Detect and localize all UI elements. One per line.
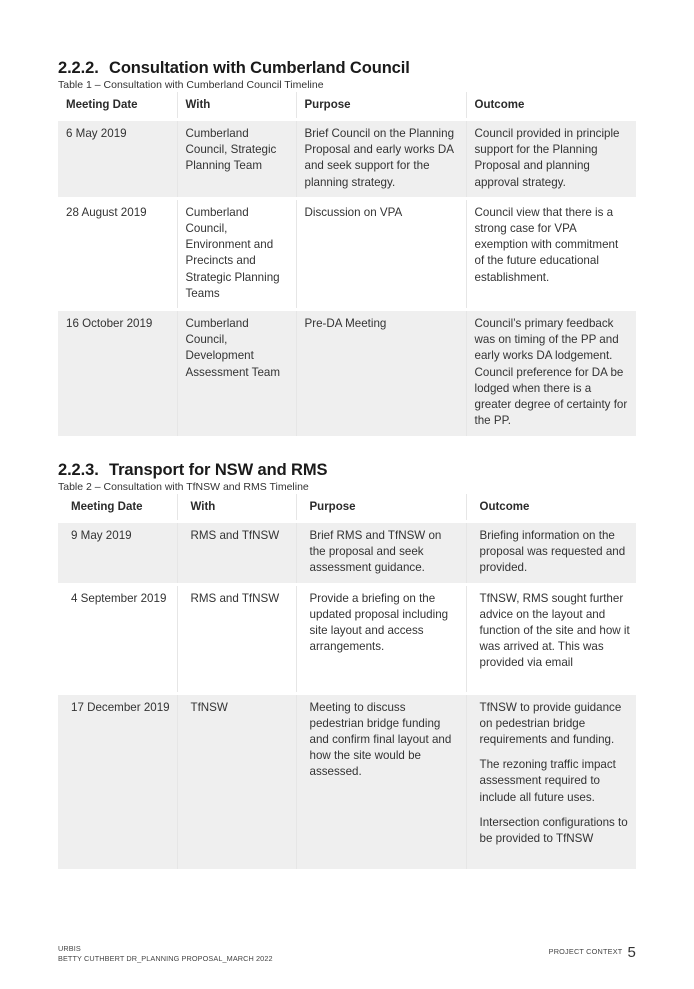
column-header: Outcome bbox=[466, 494, 636, 522]
table-cell: 9 May 2019 bbox=[58, 522, 177, 585]
table-cell: Council view that there is a strong case for VPA exemption with commitment of the future educational establishment. bbox=[466, 198, 636, 309]
footer-section-info bbox=[549, 944, 636, 961]
table-row bbox=[58, 522, 636, 585]
cell-paragraph: The rezoning traffic impact assessment required to include all future uses. bbox=[479, 758, 616, 804]
table-cell: TfNSW, RMS sought further advice on the layout and function of the site and how it was arrived at. This was provided via email bbox=[466, 584, 636, 693]
section-heading bbox=[58, 58, 636, 78]
table-row bbox=[58, 584, 636, 693]
section-heading bbox=[58, 460, 636, 480]
page-number: 5 bbox=[627, 944, 636, 961]
table-cell: Council’s primary feedback was on timing of the PP and early works DA lodgement. Council preference for DA be lodged when there is a greater degree of certainty for the PP. bbox=[466, 310, 636, 436]
footer-doc-title: BETTY CUTHBERT DR_PLANNING PROPOSAL_MARCH 2022 bbox=[58, 954, 273, 963]
consultation-table-transport bbox=[58, 494, 636, 869]
table-cell: Meeting to discuss pedestrian bridge funding and confirm final layout and how the site would be assessed. bbox=[296, 693, 466, 869]
table-cell: RMS and TfNSW bbox=[177, 522, 296, 585]
table-row bbox=[58, 120, 636, 199]
column-header: Outcome bbox=[466, 92, 636, 120]
table-row bbox=[58, 198, 636, 309]
cell-paragraph: Intersection configurations to be provided to TfNSW bbox=[479, 815, 628, 846]
table-cell: 28 August 2019 bbox=[58, 198, 177, 309]
section-title: Transport for NSW and RMS bbox=[109, 461, 328, 479]
table-cell: Cumberland Council, Strategic Planning Team bbox=[177, 120, 296, 199]
table-cell: 17 December 2019 bbox=[58, 693, 177, 869]
table-cell: RMS and TfNSW bbox=[177, 584, 296, 693]
section-cumberland-council bbox=[58, 58, 636, 436]
table-cell: Council provided in principle support for the Planning Proposal and planning approval strategy. bbox=[466, 120, 636, 199]
table-caption: Table 1 – Consultation with Cumberland Council Timeline bbox=[58, 79, 324, 91]
table-cell: 6 May 2019 bbox=[58, 120, 177, 199]
section-transport-nsw bbox=[58, 460, 636, 869]
table-header-row bbox=[58, 92, 636, 120]
table-cell: TfNSW bbox=[177, 693, 296, 869]
column-header: With bbox=[177, 92, 296, 120]
section-number: 2.2.3. bbox=[58, 461, 99, 479]
cell-paragraph: TfNSW to provide guidance on pedestrian bridge requirements and funding. bbox=[479, 700, 622, 747]
footer-org: URBIS bbox=[58, 944, 81, 953]
table-cell: Cumberland Council, Environment and Precincts and Strategic Planning Teams bbox=[177, 198, 296, 309]
table-cell: Briefing information on the proposal was requested and provided. bbox=[466, 522, 636, 585]
table-cell: Provide a briefing on the updated proposal including site layout and access arrangements. bbox=[296, 584, 466, 693]
table-cell: Cumberland Council, Development Assessment Team bbox=[177, 310, 296, 436]
column-header: Meeting Date bbox=[58, 494, 177, 522]
column-header: Purpose bbox=[296, 494, 466, 522]
table-cell bbox=[466, 693, 636, 869]
table-cell: Brief Council on the Planning Proposal and early works DA and seek support for the planning strategy. bbox=[296, 120, 466, 199]
consultation-table-council bbox=[58, 92, 636, 436]
table-cell: Pre-DA Meeting bbox=[296, 310, 466, 436]
section-title: Consultation with Cumberland Council bbox=[109, 59, 410, 77]
column-header: Purpose bbox=[296, 92, 466, 120]
column-header: Meeting Date bbox=[58, 92, 177, 120]
footer-document-info bbox=[58, 944, 273, 964]
column-header: With bbox=[177, 494, 296, 522]
table-cell: 16 October 2019 bbox=[58, 310, 177, 436]
table-row bbox=[58, 310, 636, 436]
table-header-row bbox=[58, 494, 636, 522]
table-cell: 4 September 2019 bbox=[58, 584, 177, 693]
table-cell: Discussion on VPA bbox=[296, 198, 466, 309]
section-number: 2.2.2. bbox=[58, 59, 99, 77]
table-caption: Table 2 – Consultation with TfNSW and RMS Timeline bbox=[58, 481, 309, 493]
table-cell: Brief RMS and TfNSW on the proposal and seek assessment guidance. bbox=[296, 522, 466, 585]
table-row bbox=[58, 693, 636, 869]
footer-section-label: PROJECT CONTEXT bbox=[548, 947, 623, 956]
